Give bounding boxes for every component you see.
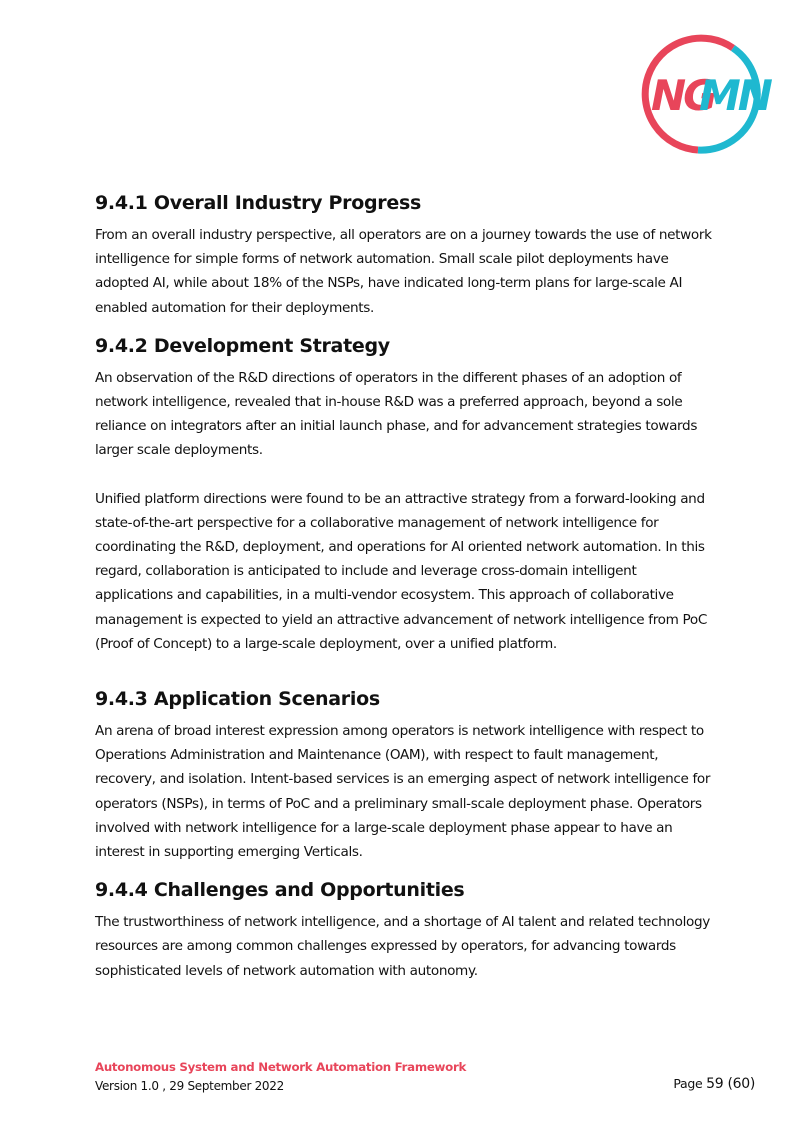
ngmn-logo	[635, 32, 770, 156]
page-footer	[95, 1058, 755, 1096]
section-development-strategy	[95, 335, 715, 656]
section-application-scenarios	[95, 688, 715, 864]
section-overall-industry-progress	[95, 192, 715, 320]
section-heading: 9.4.2 Development Strategy	[95, 334, 390, 357]
section-paragraph: From an overall industry perspective, all operators are on a journey towards the use of network intelligence for simple forms of network automation. Small scale pilot deployments have adopted AI, while about 18% of the NSPs, have indicated long-term plans for large-scale AI enabled automation for their deployments.	[95, 227, 712, 316]
footer-version: Version 1.0 , 29 September 2022	[95, 1079, 284, 1093]
section-heading: 9.4.3 Application Scenarios	[95, 688, 380, 711]
section-paragraph: An arena of broad interest expression among operators is network intelligence with respect to Operations Administration and Maintenance (OAM), with respect to fault management, recovery, and isolation. Intent-based services is an emerging aspect of network intelligence for operators (NSPs), in terms of PoC and a preliminary small-scale deployment phase. Operators involved with network intelligence for a large-scale deployment phase appear to have an interest in supporting emerging Verticals.	[95, 723, 711, 861]
section-paragraph: Unified platform directions were found to be an attractive strategy from a forward-looking and state-of-the-art perspective for a collaborative management of network intelligence for coordinating the R&D, deployment, and operations for AI oriented network automation. In this regard, collaboration is anticipated to include and leverage cross-domain intelligent applications and capabilities, in a multi-vendor ecosystem. This approach of collaborative management is expected to yield an attractive advancement of network intelligence from PoC (Proof of Concept) to a large-scale deployment, over a unified platform.	[95, 490, 707, 652]
page-label: Page	[673, 1076, 703, 1091]
section-challenges-opportunities	[95, 879, 715, 983]
page-number	[673, 1076, 755, 1092]
logo-text-ng: NG	[651, 71, 715, 120]
footer-document-title: Autonomous System and Network Automation Framework	[95, 1060, 467, 1074]
section-heading: 9.4.4 Challenges and Opportunities	[95, 879, 465, 902]
section-paragraph: The trustworthiness of network intelligence, and a shortage of AI talent and related technology resources are among common challenges expressed by operators, for advancing towards sophisticated levels of network automation with autonomy.	[95, 914, 710, 979]
page-number-value: 59 (60)	[706, 1076, 755, 1092]
section-paragraph: An observation of the R&D directions of operators in the different phases of an adoption of network intelligence, revealed that in-house R&D was a preferred approach, beyond a sole reliance on integrators after an initial launch phase, and for advancement strategies towards larger scale deployments.	[95, 369, 698, 459]
logo-text-mn: MN	[699, 71, 770, 120]
section-heading: 9.4.1 Overall Industry Progress	[95, 192, 421, 214]
document-body	[95, 192, 715, 983]
